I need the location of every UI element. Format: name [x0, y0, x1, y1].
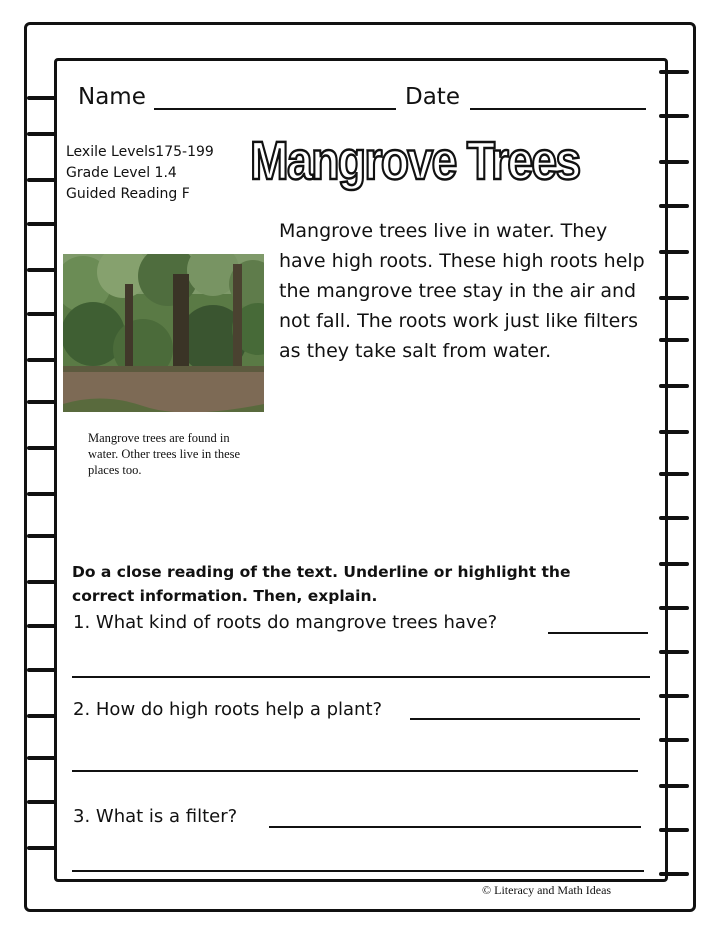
border-rung — [27, 624, 57, 628]
lexile-level: Lexile Levels175-199 — [66, 144, 214, 160]
border-rung — [659, 296, 689, 300]
border-rung — [659, 694, 689, 698]
border-rung — [659, 70, 689, 74]
answer-3-inline[interactable] — [269, 826, 641, 828]
border-rung — [27, 96, 57, 100]
border-rung — [27, 534, 57, 538]
border-rung — [659, 784, 689, 788]
mangrove-photo — [63, 254, 264, 412]
border-rung — [27, 492, 57, 496]
name-label: Name — [78, 84, 146, 110]
name-field[interactable] — [154, 108, 396, 110]
border-rung — [659, 828, 689, 832]
answer-2-inline[interactable] — [410, 718, 640, 720]
photo-caption: Mangrove trees are found in water. Other trees live in these places too. — [88, 431, 241, 477]
answer-1-inline[interactable] — [548, 632, 648, 634]
instructions: Do a close reading of the text. Underline or highlight the correct information. Then, explain. — [72, 563, 571, 605]
border-rung — [27, 580, 57, 584]
border-rung — [659, 472, 689, 476]
border-rung — [659, 562, 689, 566]
border-rung — [27, 178, 57, 182]
border-rung — [27, 132, 57, 136]
copyright-footer: © Literacy and Math Ideas — [482, 883, 612, 897]
border-rung — [659, 738, 689, 742]
question-2: 2. How do high roots help a plant? — [73, 699, 383, 720]
answer-3-line[interactable] — [72, 870, 644, 872]
border-rung — [27, 222, 57, 226]
guided-reading-level: Guided Reading F — [66, 186, 190, 202]
border-rung — [659, 384, 689, 388]
answer-1-line[interactable] — [72, 676, 650, 678]
border-rung — [27, 800, 57, 804]
border-rung — [659, 650, 689, 654]
border-rung — [659, 250, 689, 254]
border-rung — [659, 516, 689, 520]
border-rung — [659, 204, 689, 208]
grade-level: Grade Level 1.4 — [66, 165, 177, 181]
date-label: Date — [405, 84, 460, 110]
border-rung — [659, 114, 689, 118]
border-rung — [27, 358, 57, 362]
border-rung — [27, 756, 57, 760]
border-rung — [27, 446, 57, 450]
question-3: 3. What is a filter? — [73, 806, 238, 827]
border-rung — [27, 668, 57, 672]
border-rung — [27, 400, 57, 404]
page-title: Mangrove Trees — [250, 131, 580, 191]
border-rung — [659, 872, 689, 876]
reading-passage: Mangrove trees live in water. They have high roots. These high roots help the mangrove tree stay in the air and not fall. The roots work just like filters as they take salt from water. — [279, 220, 645, 362]
answer-2-line[interactable] — [72, 770, 638, 772]
border-rung — [27, 846, 57, 850]
question-1: 1. What kind of roots do mangrove trees have? — [73, 612, 498, 633]
border-rung — [27, 312, 57, 316]
level-info — [66, 142, 214, 205]
border-rung — [659, 430, 689, 434]
border-rung — [27, 714, 57, 718]
border-rung — [27, 268, 57, 272]
border-rung — [659, 606, 689, 610]
border-rung — [659, 160, 689, 164]
border-rung — [659, 338, 689, 342]
date-field[interactable] — [470, 108, 646, 110]
